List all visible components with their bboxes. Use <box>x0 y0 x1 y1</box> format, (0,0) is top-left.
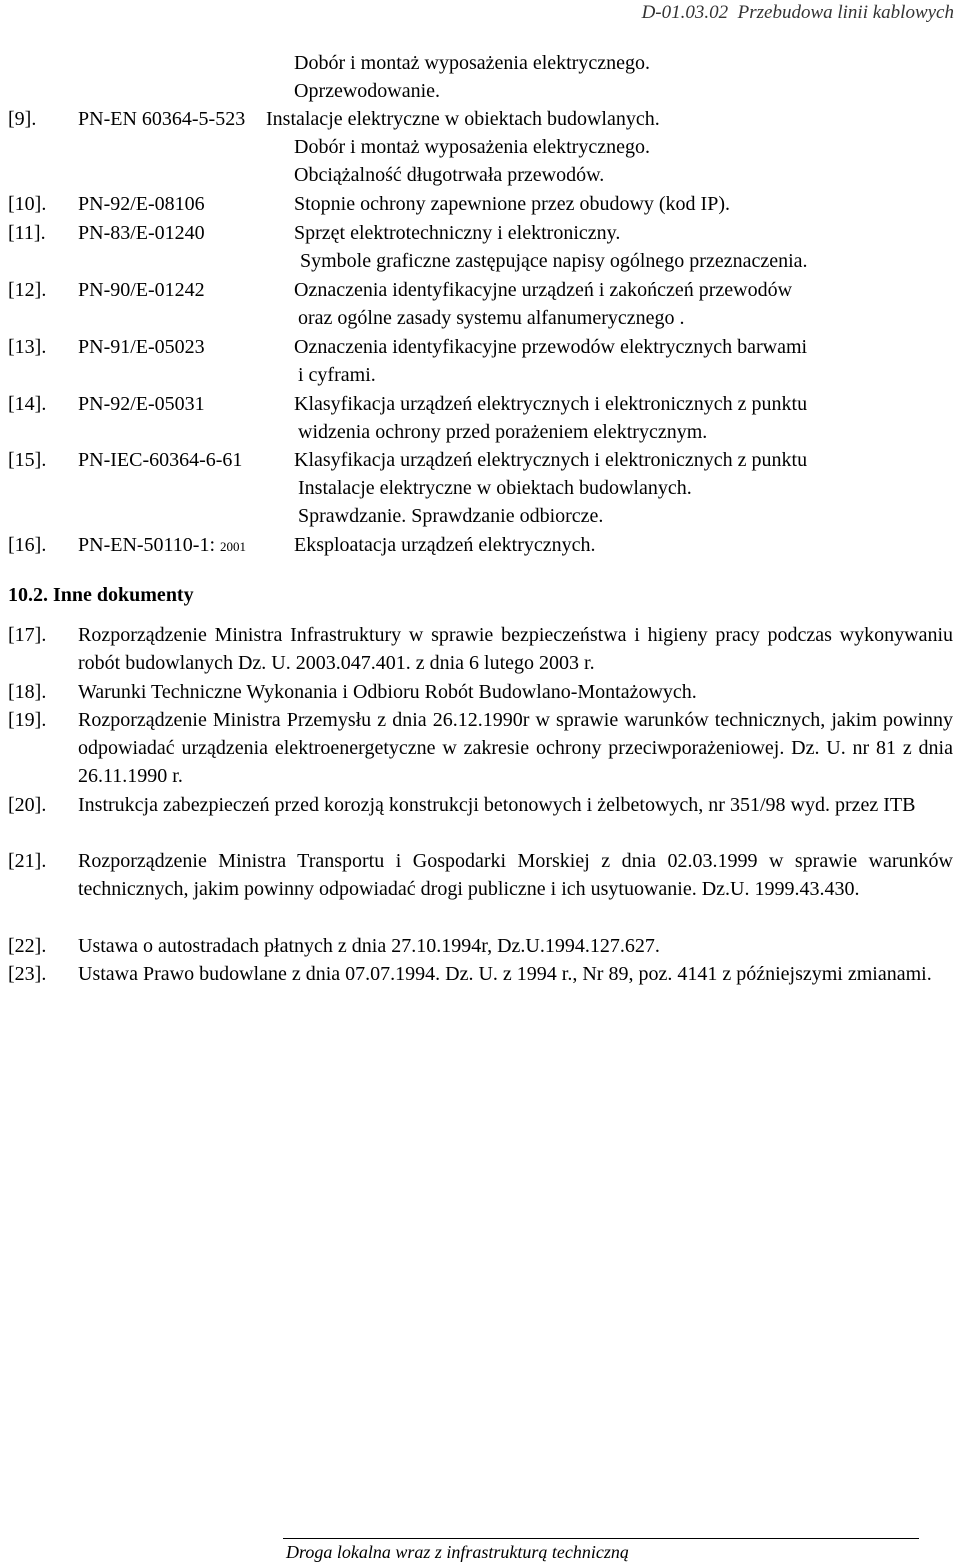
standard-code: PN-90/E-01242 <box>78 279 205 301</box>
document-text: Rozporządzenie Ministra Przemysłu z dnia 26.12.1990r w sprawie warunków technicznych, jakim powinny odpowiadać urządzenia elektroenergetyczne w zakresie ochrony przeciwporażeniowej. Dz. U. nr 81 z dnia 26.11.1990 r. <box>78 709 953 787</box>
standard-description: Eksploatacja urządzeń elektrycznych. <box>294 534 596 556</box>
standard-number: [15]. <box>8 449 47 471</box>
standard-number: [16]. <box>8 534 47 556</box>
standard-number: [11]. <box>8 222 46 244</box>
standard-description: Dobór i montaż wyposażenia elektrycznego. <box>294 136 650 158</box>
standard-description: i cyframi. <box>298 364 376 386</box>
standard-continuation-line: Oprzewodowanie. <box>294 80 441 102</box>
standard-code: PN-92/E-05031 <box>78 393 205 415</box>
standard-description: Sprzęt elektrotechniczny i elektroniczny. <box>294 222 621 244</box>
document-number: [23]. <box>8 963 47 985</box>
header-title: Przebudowa linii kablowych <box>737 2 954 23</box>
standard-description: Oznaczenia identyfikacyjne urządzeń i zakończeń przewodów <box>294 279 793 301</box>
document-text: Warunki Techniczne Wykonania i Odbioru Robót Budowlano-Montażowych. <box>78 681 697 703</box>
document-text: Instrukcja zabezpieczeń przed korozją konstrukcji betonowych i żelbetowych, nr 351/98 wyd. przez ITB <box>78 794 916 816</box>
footer-divider <box>283 1538 919 1539</box>
standard-description: Klasyfikacja urządzeń elektrycznych i elektronicznych z punktu <box>294 449 808 471</box>
document-number: [18]. <box>8 681 47 703</box>
header-code: D-01.03.02 <box>641 2 729 23</box>
standard-description: Klasyfikacja urządzeń elektrycznych i elektronicznych z punktu <box>294 393 808 415</box>
page-header <box>642 2 954 24</box>
standard-description: Symbole graficzne zastępujące napisy ogólnego przeznaczenia. <box>300 250 808 272</box>
document-number: [17]. <box>8 624 47 646</box>
standard-description: oraz ogólne zasady systemu alfanumerycznego . <box>298 307 685 329</box>
standard-code: PN-EN 60364-5-523 <box>78 108 246 130</box>
document-text: Ustawa Prawo budowlane z dnia 07.07.1994. Dz. U. z 1994 r., Nr 89, poz. 4141 z późniejszymi zmianami. <box>78 963 932 985</box>
standard-number: [14]. <box>8 393 47 415</box>
standard-description: Instalacje elektryczne w obiektach budowlanych. <box>266 108 660 130</box>
document-number: [21]. <box>8 850 47 872</box>
standard-description: Sprawdzanie. Sprawdzanie odbiorcze. <box>298 505 604 527</box>
page-footer: Droga lokalna wraz z infrastrukturą techniczną <box>286 1542 629 1562</box>
document-number: [19]. <box>8 709 47 731</box>
standard-code: PN-83/E-01240 <box>78 222 205 244</box>
standard-number: [12]. <box>8 279 47 301</box>
document-text: Rozporządzenie Ministra Infrastruktury w sprawie bezpieczeństwa i higieny pracy podczas wykonywaniu robót budowlanych Dz. U. 2003.047.401. z dnia 6 lutego 2003 r. <box>78 624 953 674</box>
standard-number: [9]. <box>8 108 37 130</box>
standard-code-year: 2001 <box>220 539 247 554</box>
standard-description: Instalacje elektryczne w obiektach budowlanych. <box>298 477 692 499</box>
standard-code-main: PN-EN-50110-1: <box>78 534 216 556</box>
document-number: [20]. <box>8 794 47 816</box>
standard-description: Oznaczenia identyfikacyjne przewodów elektrycznych barwami <box>294 336 808 358</box>
standard-code: PN-91/E-05023 <box>78 336 205 358</box>
section-heading: 10.2. Inne dokumenty <box>8 584 194 606</box>
document-number: [22]. <box>8 935 47 957</box>
document-text: Rozporządzenie Ministra Transportu i Gospodarki Morskiej z dnia 02.03.1999 w sprawie warunków technicznych, jakim powinny odpowiadać drogi publiczne i ich usytuowanie. Dz.U. 1999.43.430. <box>78 850 953 900</box>
standard-number: [13]. <box>8 336 47 358</box>
standard-continuation-line: Dobór i montaż wyposażenia elektrycznego. <box>294 52 650 74</box>
document-text: Ustawa o autostradach płatnych z dnia 27.10.1994r, Dz.U.1994.127.627. <box>78 935 660 957</box>
standard-code: PN-92/E-08106 <box>78 193 205 215</box>
standard-description: Stopnie ochrony zapewnione przez obudowy (kod IP). <box>294 193 730 215</box>
standard-number: [10]. <box>8 193 47 215</box>
standard-description: widzenia ochrony przed porażeniem elektrycznym. <box>298 421 708 443</box>
standard-description: Obciążalność długotrwała przewodów. <box>294 164 605 186</box>
standard-code: PN-IEC-60364-6-61 <box>78 449 243 471</box>
standard-code <box>78 532 246 560</box>
